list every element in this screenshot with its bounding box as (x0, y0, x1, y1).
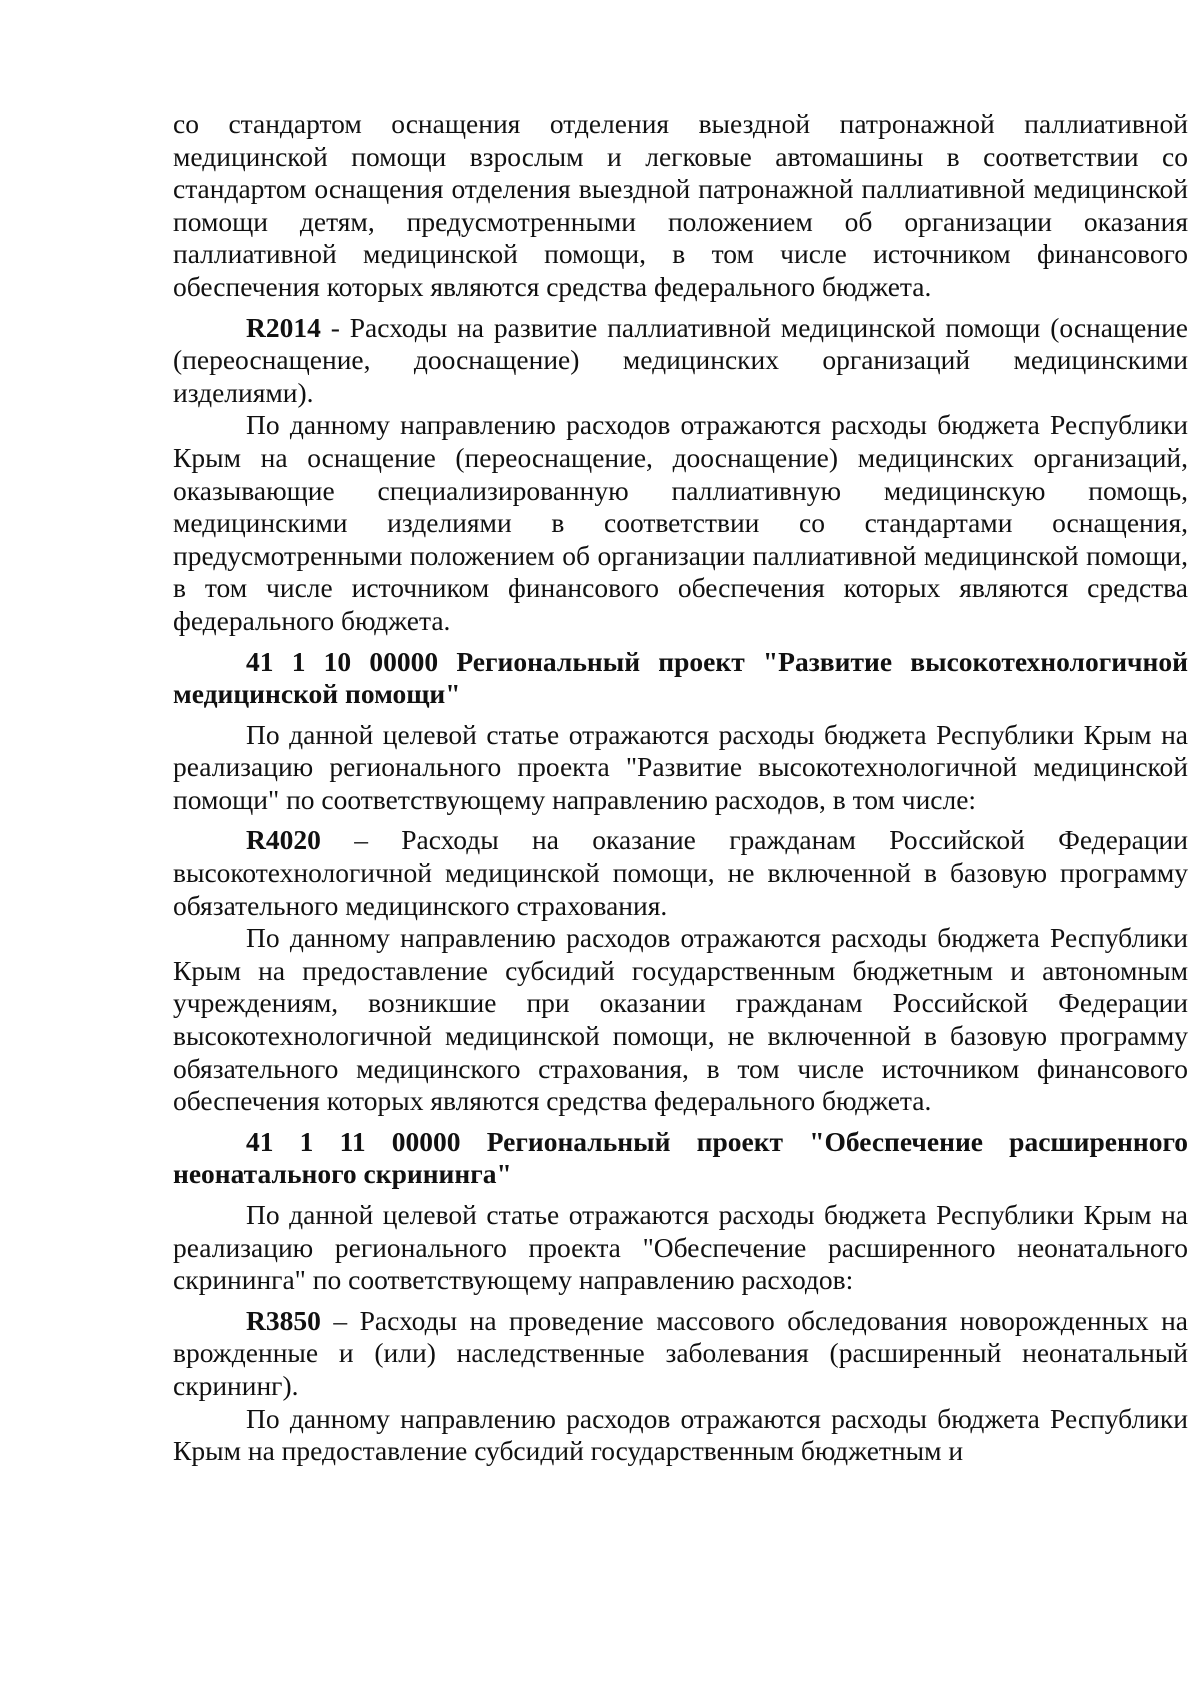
heading-41-1-10: 41 1 10 00000 Региональный проект "Развитие высокотехнологичной медицинской помощи" (173, 645, 1188, 710)
paragraph-r3850 (173, 1305, 1188, 1403)
code-r2014: R2014 (246, 311, 321, 343)
text-r4020: – Расходы на оказание гражданам Российской Федерации высокотехнологичной медицинской помощи, не включенной в базовую программу обязательного медицинского страхования. (173, 824, 1188, 921)
paragraph-41-1-11-description: По данной целевой статье отражаются расходы бюджета Республики Крым на реализацию регионального проекта "Обеспечение расширенного неонатального скрининга" по соответствующему направлению расходов: (173, 1199, 1188, 1296)
paragraph-r4020-description: По данному направлению расходов отражаются расходы бюджета Республики Крым на предоставление субсидий государственным бюджетным и автономным учреждениям, возникшие при оказании гражданам Российской Федерации высокотехнологичной медицинской помощи, не включенной в базовую программу обязательного медицинского страхования, в том числе источником финансового обеспечения которых являются средства федерального бюджета. (173, 922, 1188, 1117)
paragraph-r3850-description: По данному направлению расходов отражаются расходы бюджета Республики Крым на предоставление субсидий государственным бюджетным и (173, 1402, 1188, 1467)
code-r4020: R4020 (246, 824, 321, 856)
document-page (173, 108, 1188, 1468)
paragraph-r2014 (173, 312, 1188, 410)
paragraph-r2014-description: По данному направлению расходов отражаются расходы бюджета Республики Крым на оснащение (переоснащение, дооснащение) медицинских организаций, оказывающие специализированную паллиативную медицинскую помощь, медицинскими изделиями в соответствии со стандартами оснащения, предусмотренными положением об организации паллиативной медицинской помощи, в том числе источником финансового обеспечения которых являются средства федерального бюджета. (173, 409, 1188, 636)
paragraph-continuation: со стандартом оснащения отделения выездной патронажной паллиативной медицинской помощи взрослым и легковые автомашины в соответствии со стандартом оснащения отделения выездной патронажной паллиативной медицинской помощи детям, предусмотренными положением об организации оказания паллиативной медицинской помощи, в том числе источником финансового обеспечения которых являются средства федерального бюджета. (173, 108, 1188, 302)
heading-41-1-11: 41 1 11 00000 Региональный проект "Обеспечение расширенного неонатального скрининга" (173, 1125, 1188, 1190)
paragraph-r4020 (173, 824, 1188, 922)
text-r3850: – Расходы на проведение массового обследования новорожденных на врожденные и (или) наследственные заболевания (расширенный неонатальный скрининг). (173, 1304, 1188, 1401)
text-r2014: - Расходы на развитие паллиативной медицинской помощи (оснащение (переоснащение, дооснащение) медицинских организаций медицинскими изделиями). (173, 311, 1188, 408)
paragraph-41-1-10-description: По данной целевой статье отражаются расходы бюджета Республики Крым на реализацию регионального проекта "Развитие высокотехнологичной медицинской помощи" по соответствующему направлению расходов, в том числе: (173, 718, 1188, 815)
code-r3850: R3850 (246, 1304, 321, 1336)
